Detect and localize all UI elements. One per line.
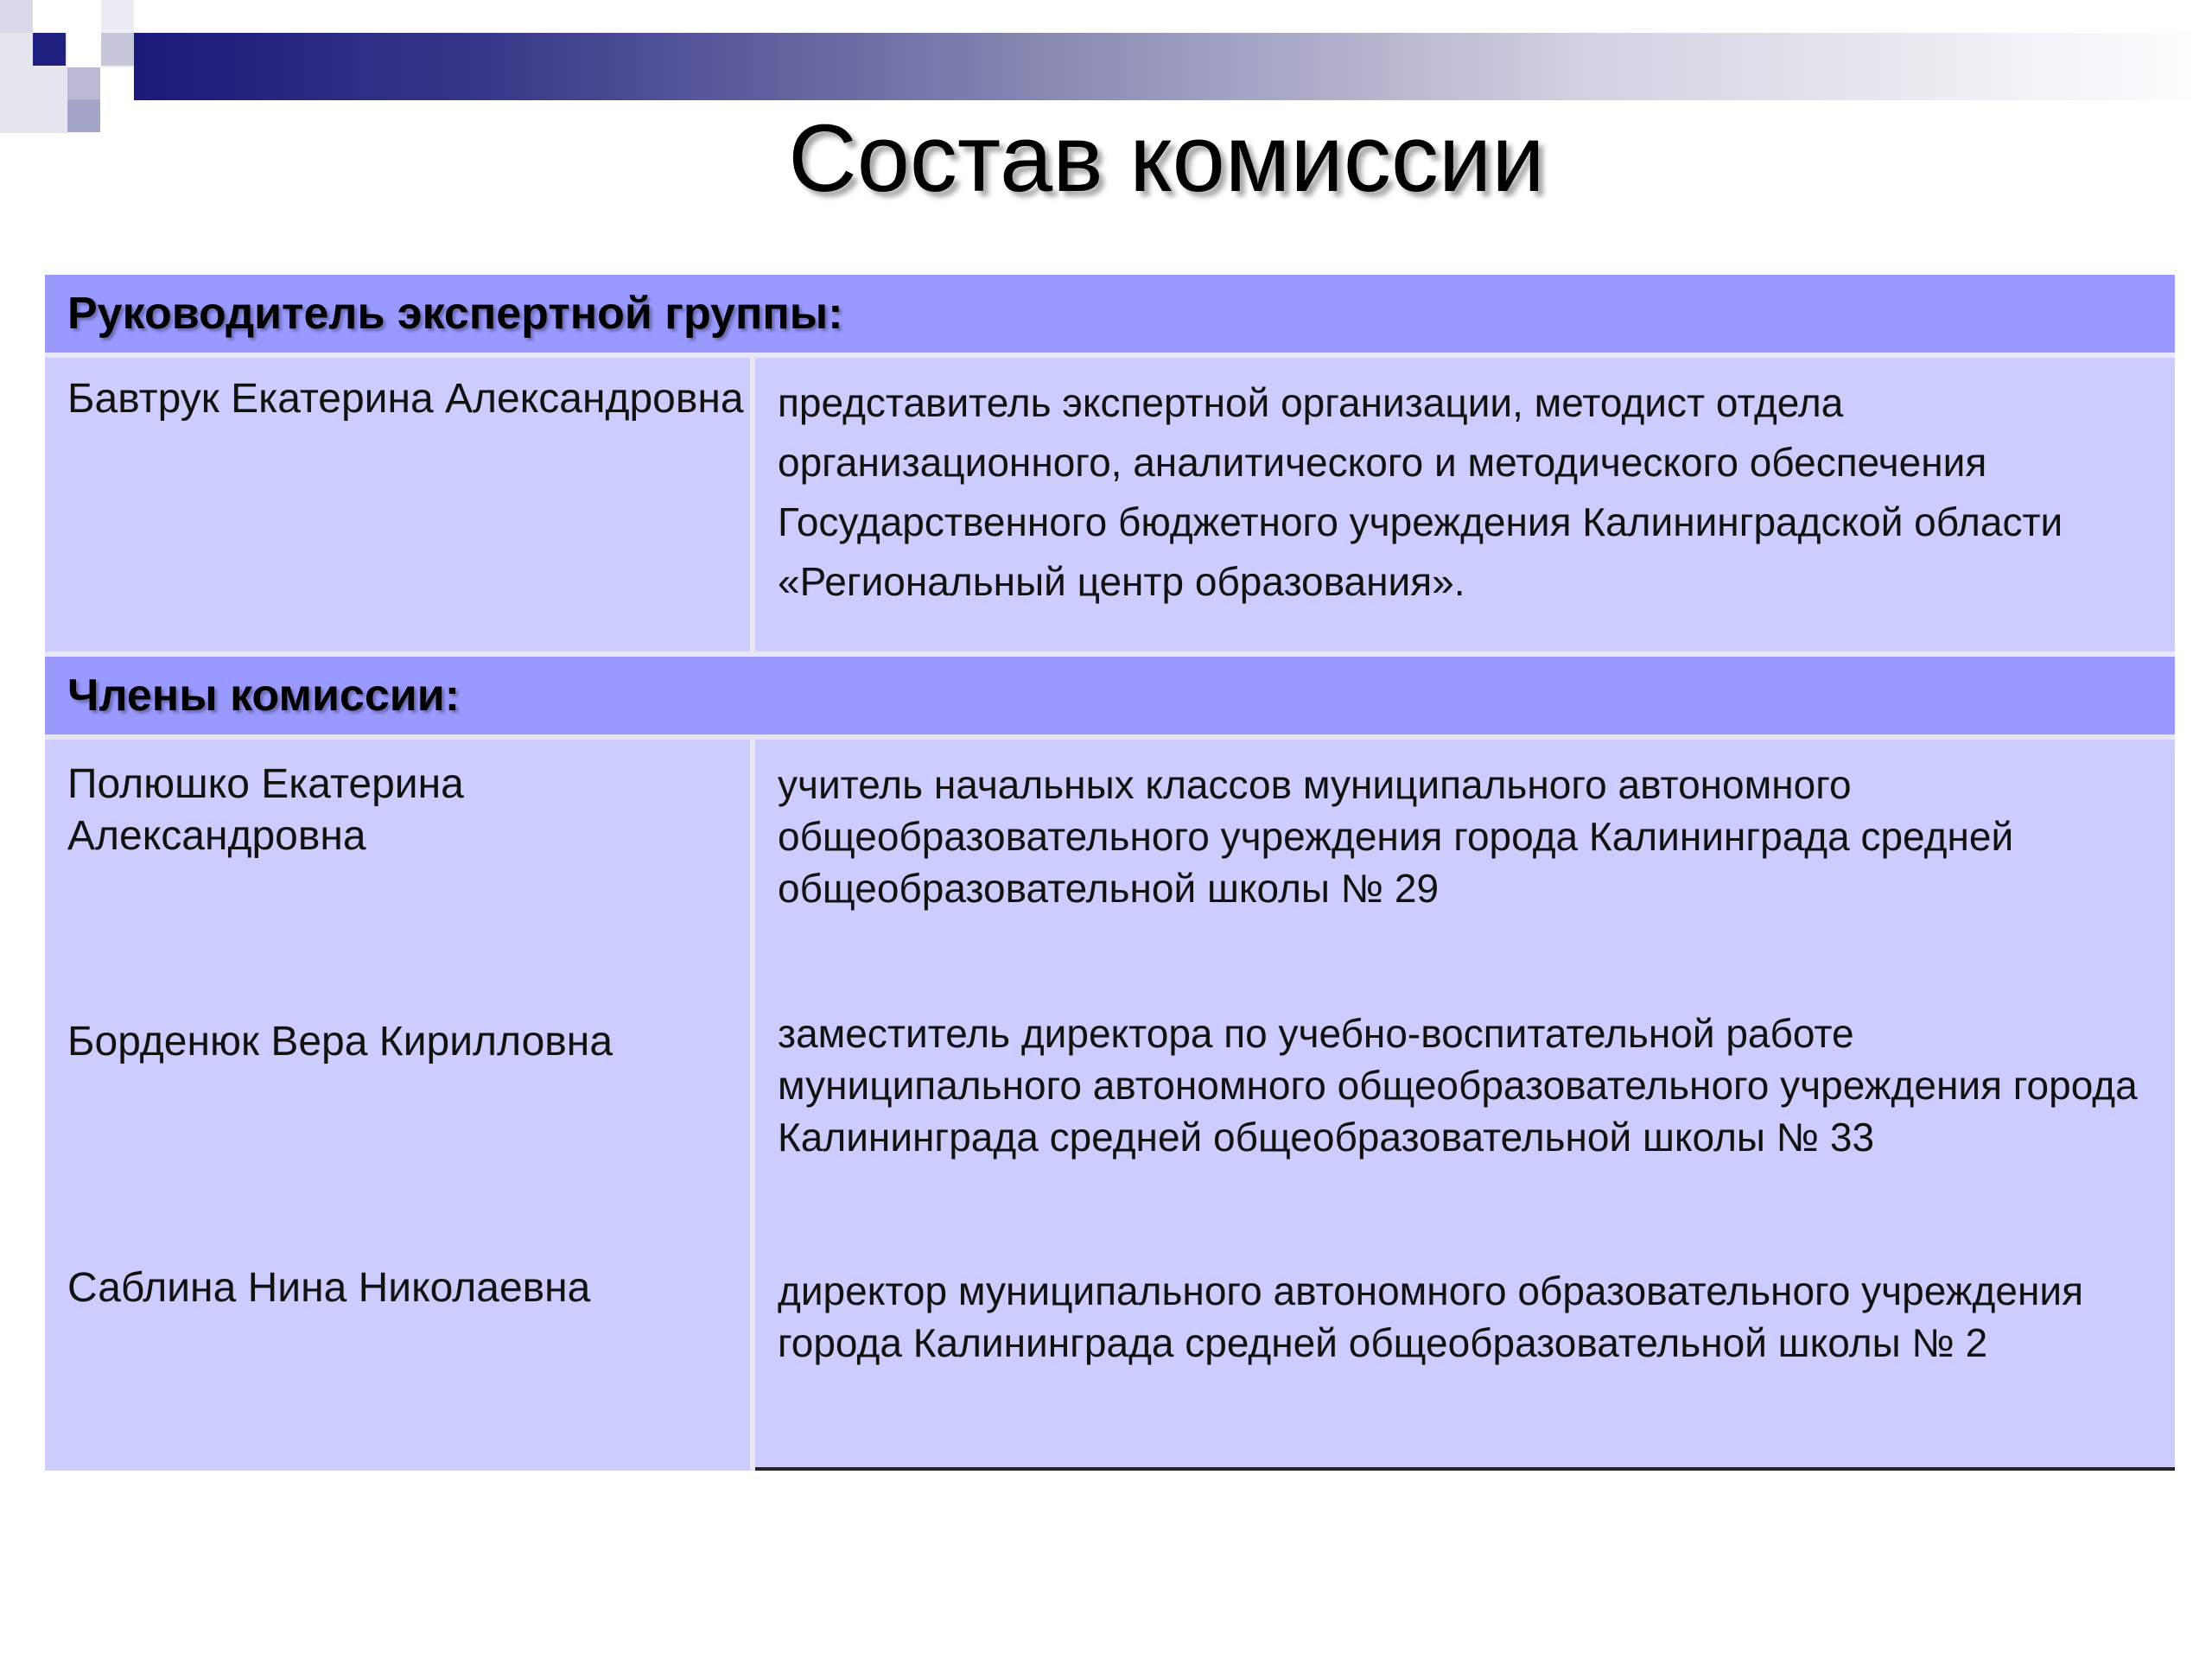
lead-section-header: Руководитель экспертной группы: <box>45 275 2175 358</box>
members-row <box>45 740 2175 1471</box>
members-section-header: Члены комиссии: <box>45 657 2175 740</box>
member-name: Полюшко Екатерина Александровна <box>67 761 464 859</box>
members-descriptions-column <box>755 740 2175 1471</box>
member-description: директор муниципального автономного образовательного учреждения города Калининграда средней общеобразовательной школы № 2 <box>778 1268 2083 1365</box>
decor-square <box>33 33 66 66</box>
member-name: Борденюк Вера Кирилловна <box>67 1019 613 1065</box>
slide-title: Состав комиссии <box>788 105 1545 212</box>
member-description: заместитель директора по учебно-воспитательной работе муниципального автономного общеобразовательного учреждения города Калининграда средней общеобразовательной школы № 33 <box>778 1011 2138 1160</box>
commission-table <box>45 275 2175 1471</box>
decor-square <box>0 0 33 33</box>
lead-description: представитель экспертной организации, методист отдела организационного, аналитического и методического обеспечения Государственного бюджетного учреждения Калининградской области «Региональный центр образования». <box>778 380 2063 604</box>
lead-row <box>45 358 2175 657</box>
members-names-column <box>45 740 755 1471</box>
decor-square <box>101 33 134 66</box>
member-name: Саблина Нина Николаевна <box>67 1265 591 1311</box>
lead-name: Бавтрук Екатерина Александровна <box>45 358 755 652</box>
decor-square <box>67 67 100 100</box>
member-description: учитель начальных классов муниципального автономного общеобразовательного учреждения города Калининграда средней общеобразовательной школы № 29 <box>778 762 2014 911</box>
header-gradient-band <box>134 33 2212 100</box>
